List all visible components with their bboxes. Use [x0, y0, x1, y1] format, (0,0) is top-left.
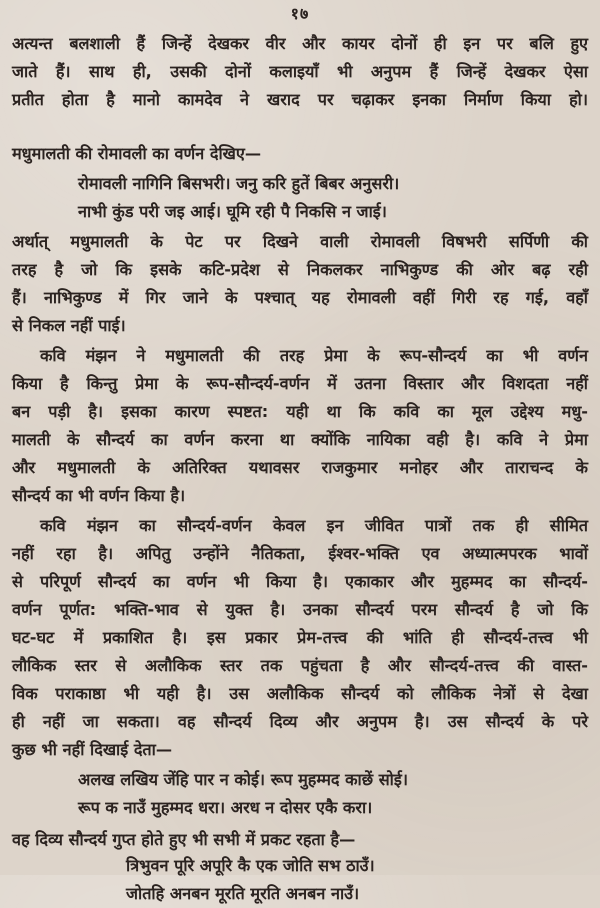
- paragraph-line: अर्थात् मधुमालती के पेट पर दिखने वाली रोमावली विषभरी सर्पिणी की: [12, 232, 588, 251]
- verse-line: जोतहि अनबन मूरति मूरति अनबन नाउँ।: [126, 884, 360, 903]
- paragraph-line: सौन्दर्य का भी वर्णन किया है।: [12, 486, 186, 505]
- paragraph-line: अत्यन्त बलशाली हैं जिन्हें देखकर वीर और कायर दोनों ही इन पर बलि हुए: [12, 34, 589, 53]
- paragraph-line: विक पराकाष्ठा भी यही है। उस अलौकिक सौन्दर्य को लौकिक नेत्रों से देखा: [12, 684, 588, 703]
- page-number: १७: [290, 4, 310, 23]
- paragraph-line: मालती के सौन्दर्य का वर्णन करना था क्योंकि नायिका वही है। कवि ने प्रेमा: [12, 430, 588, 449]
- paragraph-line: कुछ भी नहीं दिखाई देता—: [12, 740, 173, 759]
- paragraph-line: से परिपूर्ण सौन्दर्य का वर्णन भी किया है। एकाकार और मुहम्मद का सौन्दर्य-: [12, 572, 588, 591]
- paragraph-line: बन पड़ी है। इसका कारण स्पष्टत: यही था कि कवि का मूल उद्देश्य मधु-: [12, 402, 588, 421]
- paragraph-line: कवि मंझन ने मधुमालती की तरह प्रेमा के रूप-सौन्दर्य का भी वर्णन: [40, 346, 588, 365]
- verse-line: त्रिभुवन पूरि अपूरि कै एक जोति सभ ठाउँ।: [126, 856, 375, 875]
- paragraph-line: प्रतीत होता है मानो कामदेव ने खराद पर चढ़ाकर इनका निर्माण किया हो।: [12, 90, 588, 109]
- paragraph-line: नहीं रहा है। अपितु उन्होंने नैतिकता, ईश्वर-भक्ति एव अध्यात्मपरक भावों: [12, 544, 588, 563]
- verse-line: रूप क नाउँ मुहम्मद धरा। अरध न दोसर एकै करा।: [78, 798, 373, 817]
- verse-line: रोमावली नागिनि बिसभरी। जनु करि हुतें बिबर अनुसरी।: [78, 174, 400, 193]
- paragraph-line: से निकल नहीं पाई।: [12, 316, 126, 335]
- paragraph-line: जाते हैं। साथ ही, उसकी दोनों कलाइयाँ भी अनुपम हैं जिन्हें देखकर ऐसा: [12, 62, 588, 81]
- paragraph-line: मधुमालती की रोमावली का वर्णन देखिए—: [12, 144, 262, 163]
- verse-line: अलख लखिय जेंहि पार न कोई। रूप मुहम्मद काछें सोई।: [78, 770, 408, 789]
- paragraph-line: वर्णन पूर्णत: भक्ति-भाव से युक्त है। उनका सौन्दर्य परम सौन्दर्य है जो कि: [12, 600, 588, 619]
- paragraph-line: तरह है जो कि इसके कटि-प्रदेश से निकलकर नाभिकुण्ड की ओर बढ़ रही: [12, 260, 588, 279]
- paragraph-line: किया है किन्तु प्रेमा के रूप-सौन्दर्य-वर्णन में उतना विस्तार और विशदता नहीं: [12, 374, 588, 393]
- paragraph-line: लौकिक स्तर से अलौकिक स्तर तक पहुंचता है और सौन्दर्य-तत्त्व की वास्त-: [12, 656, 588, 675]
- verse-line: नाभी कुंड परी जइ आई। घूमि रही पै निकसि न जाई।: [78, 202, 387, 221]
- paragraph-line: कवि मंझन का सौन्दर्य-वर्णन केवल इन जीवित पात्रों तक ही सीमित: [40, 516, 588, 535]
- paragraph-line: और मधुमालती के अतिरिक्त यथावसर राजकुमार मनोहर और ताराचन्द के: [12, 458, 588, 477]
- paragraph-line: घट-घट में प्रकाशित है। इस प्रकार प्रेम-तत्त्व की भांति ही सौन्दर्य-तत्त्व भी: [12, 628, 588, 647]
- paragraph-line: हैं। नाभिकुण्ड में गिर जाने के पश्चात् यह रोमावली वहीं गिरी रह गई, वहाँ: [12, 288, 588, 307]
- paragraph-line: वह दिव्य सौन्दर्य गुप्त होते हुए भी सभी में प्रकट रहता है—: [12, 830, 356, 849]
- paragraph-line: ही नहीं जा सकता। वह सौन्दर्य दिव्य और अनुपम है। उस सौन्दर्य के परे: [12, 712, 588, 731]
